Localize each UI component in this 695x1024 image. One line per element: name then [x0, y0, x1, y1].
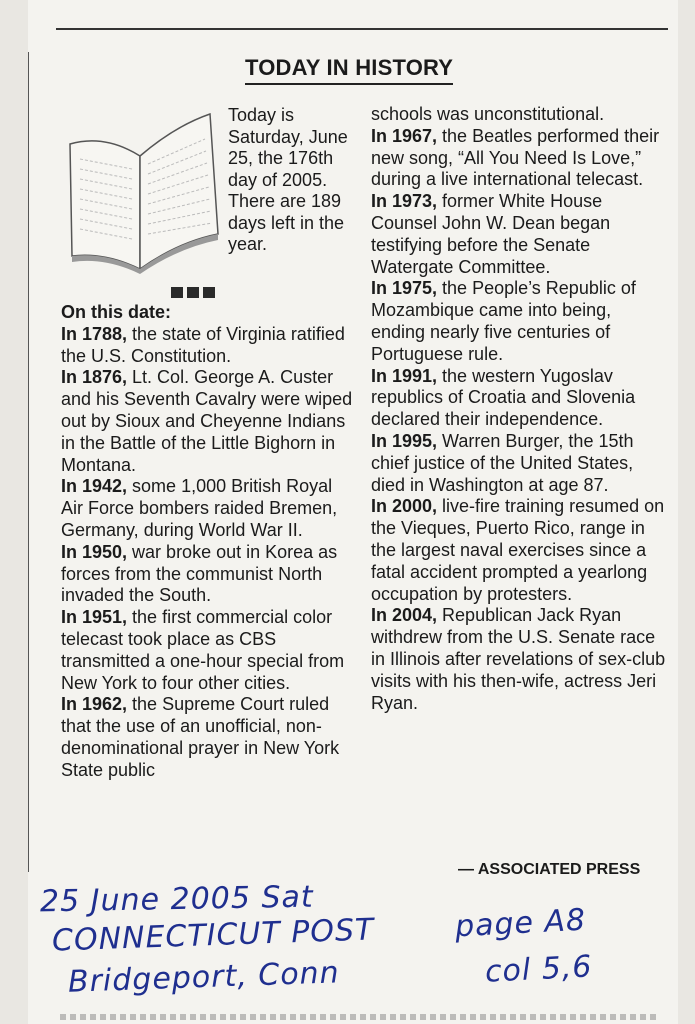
history-entry — [371, 431, 666, 496]
source-credit: — ASSOCIATED PRESS — [458, 861, 641, 878]
continued-text: schools was unconstitutional. — [371, 104, 605, 124]
entry-year: In 1950, — [61, 541, 128, 562]
on-this-date-label: On this date: — [61, 302, 172, 322]
entry-text: some 1,000 British Royal Air Force bombers raided Bremen, Germany, during World War II. — [61, 476, 338, 540]
history-entry — [371, 366, 666, 431]
history-entry — [371, 496, 666, 605]
handwritten-column: col 5,6 — [484, 949, 594, 990]
entry-year: In 1876, — [61, 367, 128, 388]
history-entry — [61, 367, 356, 476]
section-divider-squares — [171, 287, 215, 298]
torn-text-remnant — [60, 1014, 660, 1020]
column-2 — [371, 104, 666, 714]
history-entry — [61, 324, 356, 368]
entry-year: In 1942, — [61, 476, 128, 497]
history-entry — [371, 191, 666, 278]
handwritten-city: Bridgeport, Conn — [67, 955, 341, 1000]
entry-year: In 2004, — [371, 605, 438, 626]
entry-text: Lt. Col. George A. Custer and his Seventh Cavalry were wiped out by Sioux and Cheyenne Indians in the Battle of the Little Bighorn in Montana. — [61, 367, 353, 475]
entry-year: In 2000, — [371, 496, 438, 517]
history-entry — [61, 476, 356, 541]
entry-year: In 1962, — [61, 694, 128, 715]
entry-year: In 1991, — [371, 365, 438, 386]
entry-text: the Supreme Court ruled that the use of an unofficial, non-denominational prayer in New York State public — [61, 694, 340, 780]
page-title: TODAY IN HISTORY — [245, 55, 453, 85]
history-entry — [371, 278, 666, 365]
entry-text: the state of Virginia ratified the U.S. Constitution. — [61, 323, 345, 366]
entry-text: live-fire training resumed on the Vieques, Puerto Rico, range in the largest naval exercises since a fatal accident prompted a yearlong occupation by protesters. — [371, 496, 665, 604]
handwritten-page: page A8 — [454, 902, 587, 945]
handwritten-date: 25 June 2005 Sat — [39, 879, 314, 920]
history-entry — [371, 605, 666, 714]
entry-text: Republican Jack Ryan withdrew from the U.S. Senate race in Illinois after revelations of sex-club visits with his then-wife, actress Jeri Ryan. — [371, 605, 666, 713]
entry-year: In 1995, — [371, 430, 438, 451]
divider-square — [171, 287, 183, 298]
entry-year: In 1973, — [371, 191, 438, 212]
entry-text: the Beatles performed their new song, “All You Need Is Love,” during a live international telecast. — [371, 125, 660, 190]
top-rule — [56, 28, 668, 30]
entry-text: the western Yugoslav republics of Croatia and Slovenia declared their independence. — [371, 365, 636, 430]
column-1 — [61, 302, 356, 782]
entry-year: In 1967, — [371, 125, 438, 146]
divider-square — [203, 287, 215, 298]
clipping-edge-line — [28, 52, 29, 872]
entry-text: the first commercial color telecast took place as CBS transmitted a one-hour special from New York to four other cities. — [61, 607, 345, 693]
entry-year: In 1975, — [371, 278, 438, 299]
history-entry — [61, 542, 356, 607]
entry-year: In 1951, — [61, 607, 128, 628]
entry-text: Warren Burger, the 15th chief justice of the United States, died in Washington at age 87. — [371, 430, 634, 495]
handwritten-publication: CONNECTICUT POST — [51, 912, 375, 959]
entry-text: war broke out in Korea as forces from the communist North invaded the South. — [61, 541, 338, 606]
history-entry — [371, 126, 666, 191]
intro-text: Today is Saturday, June 25, the 176th day of 2005. There are 189 days left in the year. — [228, 105, 348, 254]
history-entry — [61, 694, 356, 781]
open-book-icon — [60, 104, 220, 274]
divider-square — [187, 287, 199, 298]
entry-text: former White House Counsel John W. Dean began testifying before the Senate Watergate Committee. — [371, 191, 611, 277]
entry-year: In 1788, — [61, 323, 128, 344]
history-entry — [61, 607, 356, 694]
entry-text: the People’s Republic of Mozambique came into being, ending nearly five centuries of Portuguese rule. — [371, 278, 636, 364]
